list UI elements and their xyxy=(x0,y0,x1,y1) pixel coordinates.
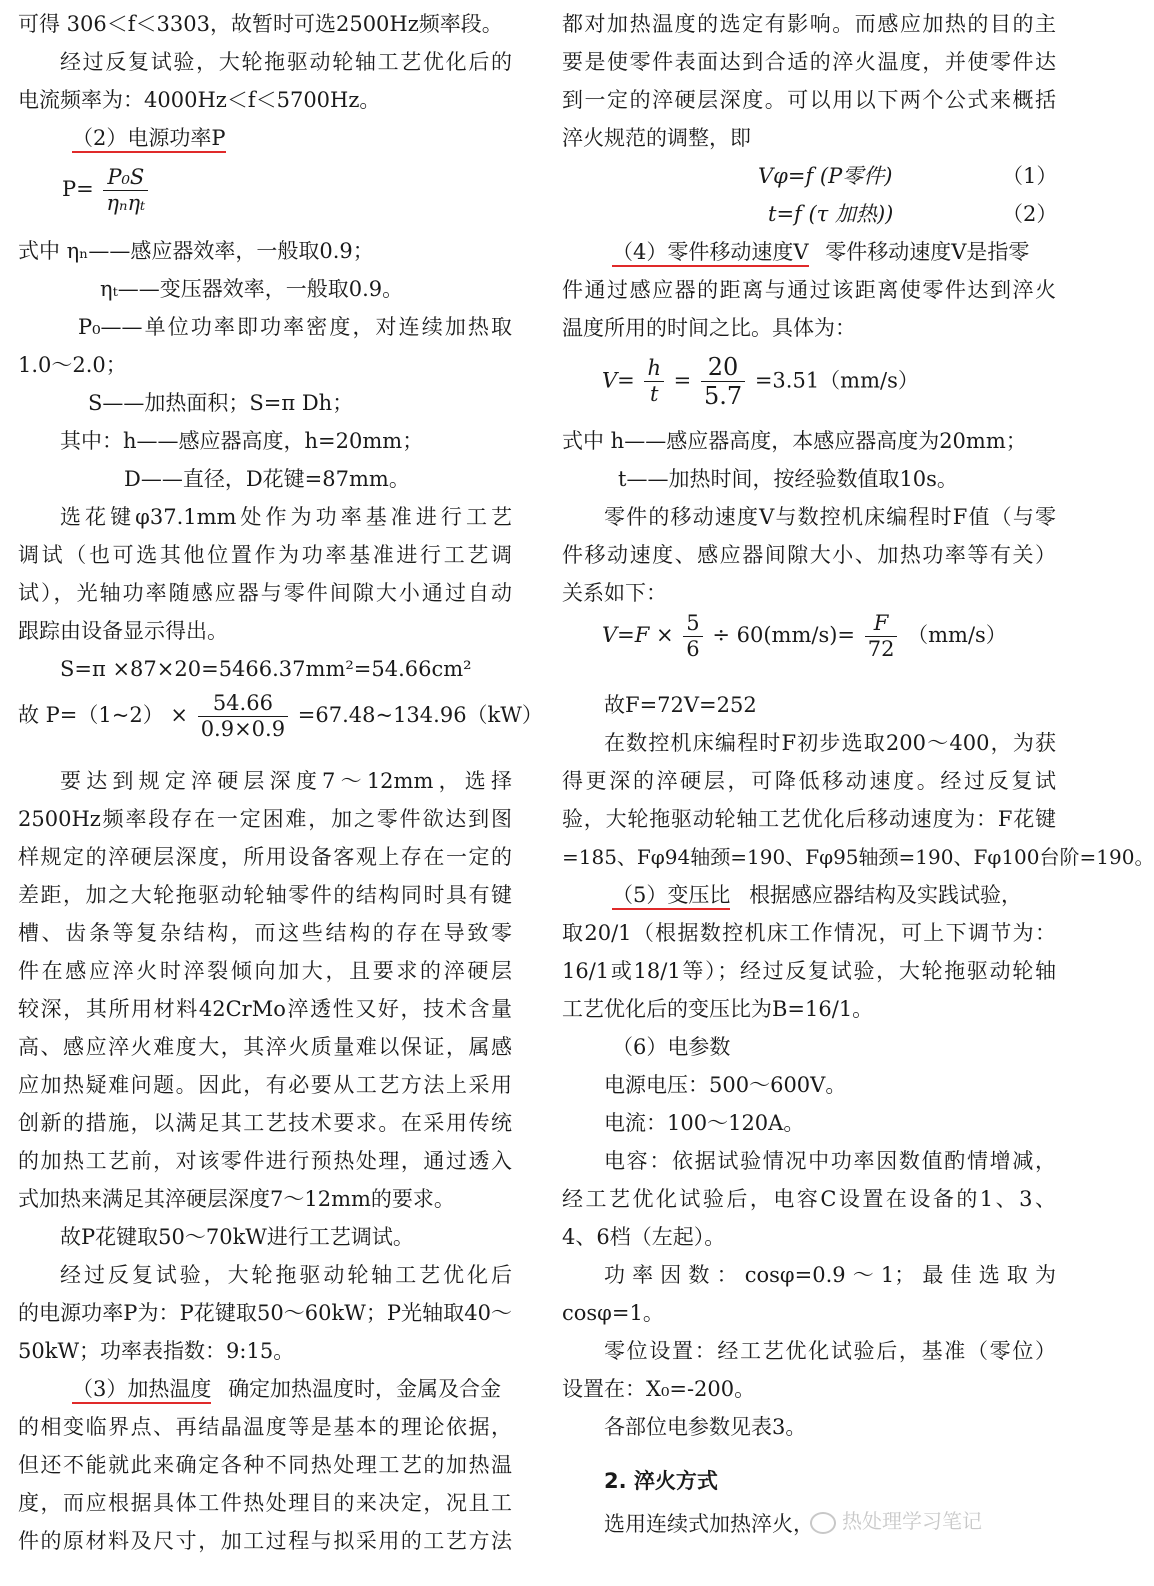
text-line: t——加热时间，按经验数值取10s。 xyxy=(618,467,958,491)
text-line: 选用连续式加热淬火， xyxy=(604,1512,814,1536)
text-line: 功率因数：cosφ=0.9～1；最佳选取为 xyxy=(604,1263,1056,1287)
equation-power-range: 故 P=（1~2） × $\frac{54.66}{0.9\times 0.9}$ =67.48~134.96（kW） xyxy=(18,691,543,742)
text-line: 高、感应淬火难度大，其淬火质量难以保证，属感 xyxy=(18,1035,512,1059)
text-line: ηₜ——变压器效率，一般取0.9。 xyxy=(100,277,404,301)
text-line: 调试（也可选其他位置作为功率基准进行工艺调 xyxy=(18,543,512,567)
watermark: 热处理学习笔记 xyxy=(810,1505,982,1534)
section-heading-quench-method: 2. 淬火方式 xyxy=(604,1469,718,1493)
text-line: 式加热来满足其淬硬层深度7～12mm的要求。 xyxy=(18,1187,455,1211)
text-line: 在数控机床编程时F初步选取200～400，为获 xyxy=(604,731,1056,755)
text-line: 较深，其所用材料42CrMo淬透性又好，技术含量 xyxy=(18,997,512,1021)
text-line: 故P花键取50～70kW进行工艺调试。 xyxy=(60,1225,414,1249)
text-line: 件通过感应器的距离与通过该距离使零件达到淬火 xyxy=(562,278,1056,302)
text-line: 创新的措施，以满足其工艺技术要求。在采用传统 xyxy=(18,1111,512,1135)
text-line: 试），光轴功率随感应器与零件间隙大小通过自动 xyxy=(18,581,512,605)
equation-2: t=f (τ 加热)) xyxy=(768,202,894,226)
text-line: 取20/1（根据数控机床工作情况，可上下调节为： xyxy=(562,921,1056,945)
text-line: 式中 ηₙ——感应器效率，一般取0.9； xyxy=(18,239,374,263)
text-line: 但还不能就此来确定各种不同热处理工艺的加热温 xyxy=(18,1453,512,1477)
text-line: S——加热面积；S=π Dh； xyxy=(88,391,354,415)
text-line: 应加热疑难问题。因此，有必要从工艺方法上采用 xyxy=(18,1073,512,1097)
text-line: 零件的移动速度V与数控机床编程时F值（与零 xyxy=(604,505,1056,529)
text-line: 1.0～2.0； xyxy=(18,353,127,377)
text-line: 要是使零件表面达到合适的淬火温度，并使零件达 xyxy=(562,50,1056,74)
text-line: 样规定的淬硬层深度，所用设备客观上存在一定的 xyxy=(18,845,512,869)
text-line: 都对加热温度的选定有影响。而感应加热的目的主 xyxy=(562,12,1056,36)
text-line: 的相变临界点、再结晶温度等是基本的理论依据， xyxy=(18,1415,512,1439)
text-line: 得更深的淬硬层，可降低移动速度。经过反复试 xyxy=(562,769,1056,793)
equation-speed-feed: V=F × $\frac{5}{6}$ ÷ 60(mm/s)= $\frac{F}{72}$ （mm/s） xyxy=(602,611,1007,662)
text-line: 经过反复试验，大轮拖驱动轮轴工艺优化后 xyxy=(60,1263,512,1287)
text-line: 跟踪由设备显示得出。 xyxy=(18,619,228,643)
section-heading-temperature: （3）加热温度 确定加热温度时，金属及合金 xyxy=(72,1370,501,1408)
text-line: 要达到规定淬硬层深度7～12mm，选择 xyxy=(60,769,512,793)
text-line: 故F=72V=252 xyxy=(604,693,757,717)
text-line: 的加热工艺前，对该零件进行预热处理，通过透入 xyxy=(18,1149,512,1173)
section-heading-ratio: （5）变压比 根据感应器结构及实践试验， xyxy=(612,876,1022,914)
section-heading-speed: （4）零件移动速度V 零件移动速度V是指零 xyxy=(612,233,1029,271)
text-line: 经工艺优化试验后，电容C设置在设备的1、3、 xyxy=(562,1187,1056,1211)
text-line: 度，而应根据具体工件热处理目的来决定，况且工 xyxy=(18,1491,512,1515)
text-line: 各部位电参数见表3。 xyxy=(604,1415,807,1439)
text-line: P₀——单位功率即功率密度，对连续加热取 xyxy=(78,315,512,339)
formula-power: P= $\frac{\text{P₀S}}{\text{ηₙηₜ}}$ xyxy=(62,166,151,215)
text-line: 验，大轮拖驱动轮轴工艺优化后移动速度为：F花键 xyxy=(562,807,1056,831)
equation-2-number: （2） xyxy=(1002,202,1058,226)
text-line: 的电源功率P为：P花键取50～60kW；P光轴取40～ xyxy=(18,1301,512,1325)
text-line: 设置在：X₀=-200。 xyxy=(562,1377,756,1401)
text-line: 件在感应淬火时淬裂倾向加大，且要求的淬硬层 xyxy=(18,959,512,983)
text-line: 电流：100～120A。 xyxy=(604,1111,805,1135)
text-line: 16/1或18/1等）；经过反复试验，大轮拖驱动轮轴 xyxy=(562,959,1056,983)
text-line: 经过反复试验，大轮拖驱动轮轴工艺优化后的 xyxy=(60,50,512,74)
text-line: 工艺优化后的变压比为B=16/1。 xyxy=(562,997,874,1021)
text-line: 电源电压：500～600V。 xyxy=(604,1073,847,1097)
text-line: 式中 h——感应器高度，本感应器高度为20mm； xyxy=(562,429,1027,453)
text-line: 选花键φ37.1mm处作为功率基准进行工艺 xyxy=(60,505,512,529)
equation-1-number: （1） xyxy=(1002,164,1058,188)
text-line: 温度所用的时间之比。具体为： xyxy=(562,316,856,340)
text-line: D——直径，D花键=87mm。 xyxy=(124,467,410,491)
text-line: 件移动速度、感应器间隙大小、加热功率等有关） xyxy=(562,543,1056,567)
text-line: 差距，加之大轮拖驱动轮轴零件的结构同时具有键 xyxy=(18,883,512,907)
text-line: 其中：h——感应器高度，h=20mm； xyxy=(60,429,424,453)
text-line: 电容：依据试验情况中功率因数值酌情增减， xyxy=(604,1149,1056,1173)
text-line: 可得 306＜f＜3303，故暂时可选2500Hz频率段。 xyxy=(18,12,503,36)
equation-area: S=π ×87×20=5466.37mm²=54.66cm² xyxy=(60,657,472,681)
text-line: 关系如下： xyxy=(562,581,667,605)
text-line: 件的原材料及尺寸，加工过程与拟采用的工艺方法 xyxy=(18,1529,512,1553)
text-line: 零位设置：经工艺优化试验后，基准（零位） xyxy=(604,1339,1056,1363)
section-heading-power: （2）电源功率P xyxy=(72,119,226,157)
text-line: 淬火规范的调整，即 xyxy=(562,126,751,150)
text-line: 4、6档（左起）。 xyxy=(562,1225,726,1249)
text-line: 2500Hz频率段存在一定困难，加之零件欲达到图 xyxy=(18,807,512,831)
text-line: =185、Fφ94轴颈=190、Fφ95轴颈=190、Fφ100台阶=190。 xyxy=(562,845,1154,869)
wechat-icon xyxy=(810,1512,836,1534)
equation-1: Vφ=f (P零件) xyxy=(758,164,893,188)
text-line: 槽、齿条等复杂结构，而这些结构的存在导致零 xyxy=(18,921,512,945)
equation-speed: V= $\frac{h}{t}$ = $\frac{20}{5.7}$ =3.51（mm/s） xyxy=(602,353,919,411)
text-line: cosφ=1。 xyxy=(562,1301,664,1325)
text-line: 50kW；功率表指数：9:15。 xyxy=(18,1339,295,1363)
section-heading-electrical: （6）电参数 xyxy=(612,1035,731,1059)
text-line: 电流频率为：4000Hz＜f＜5700Hz。 xyxy=(18,88,381,112)
text-line: 到一定的淬硬层深度。可以用以下两个公式来概括 xyxy=(562,88,1056,112)
